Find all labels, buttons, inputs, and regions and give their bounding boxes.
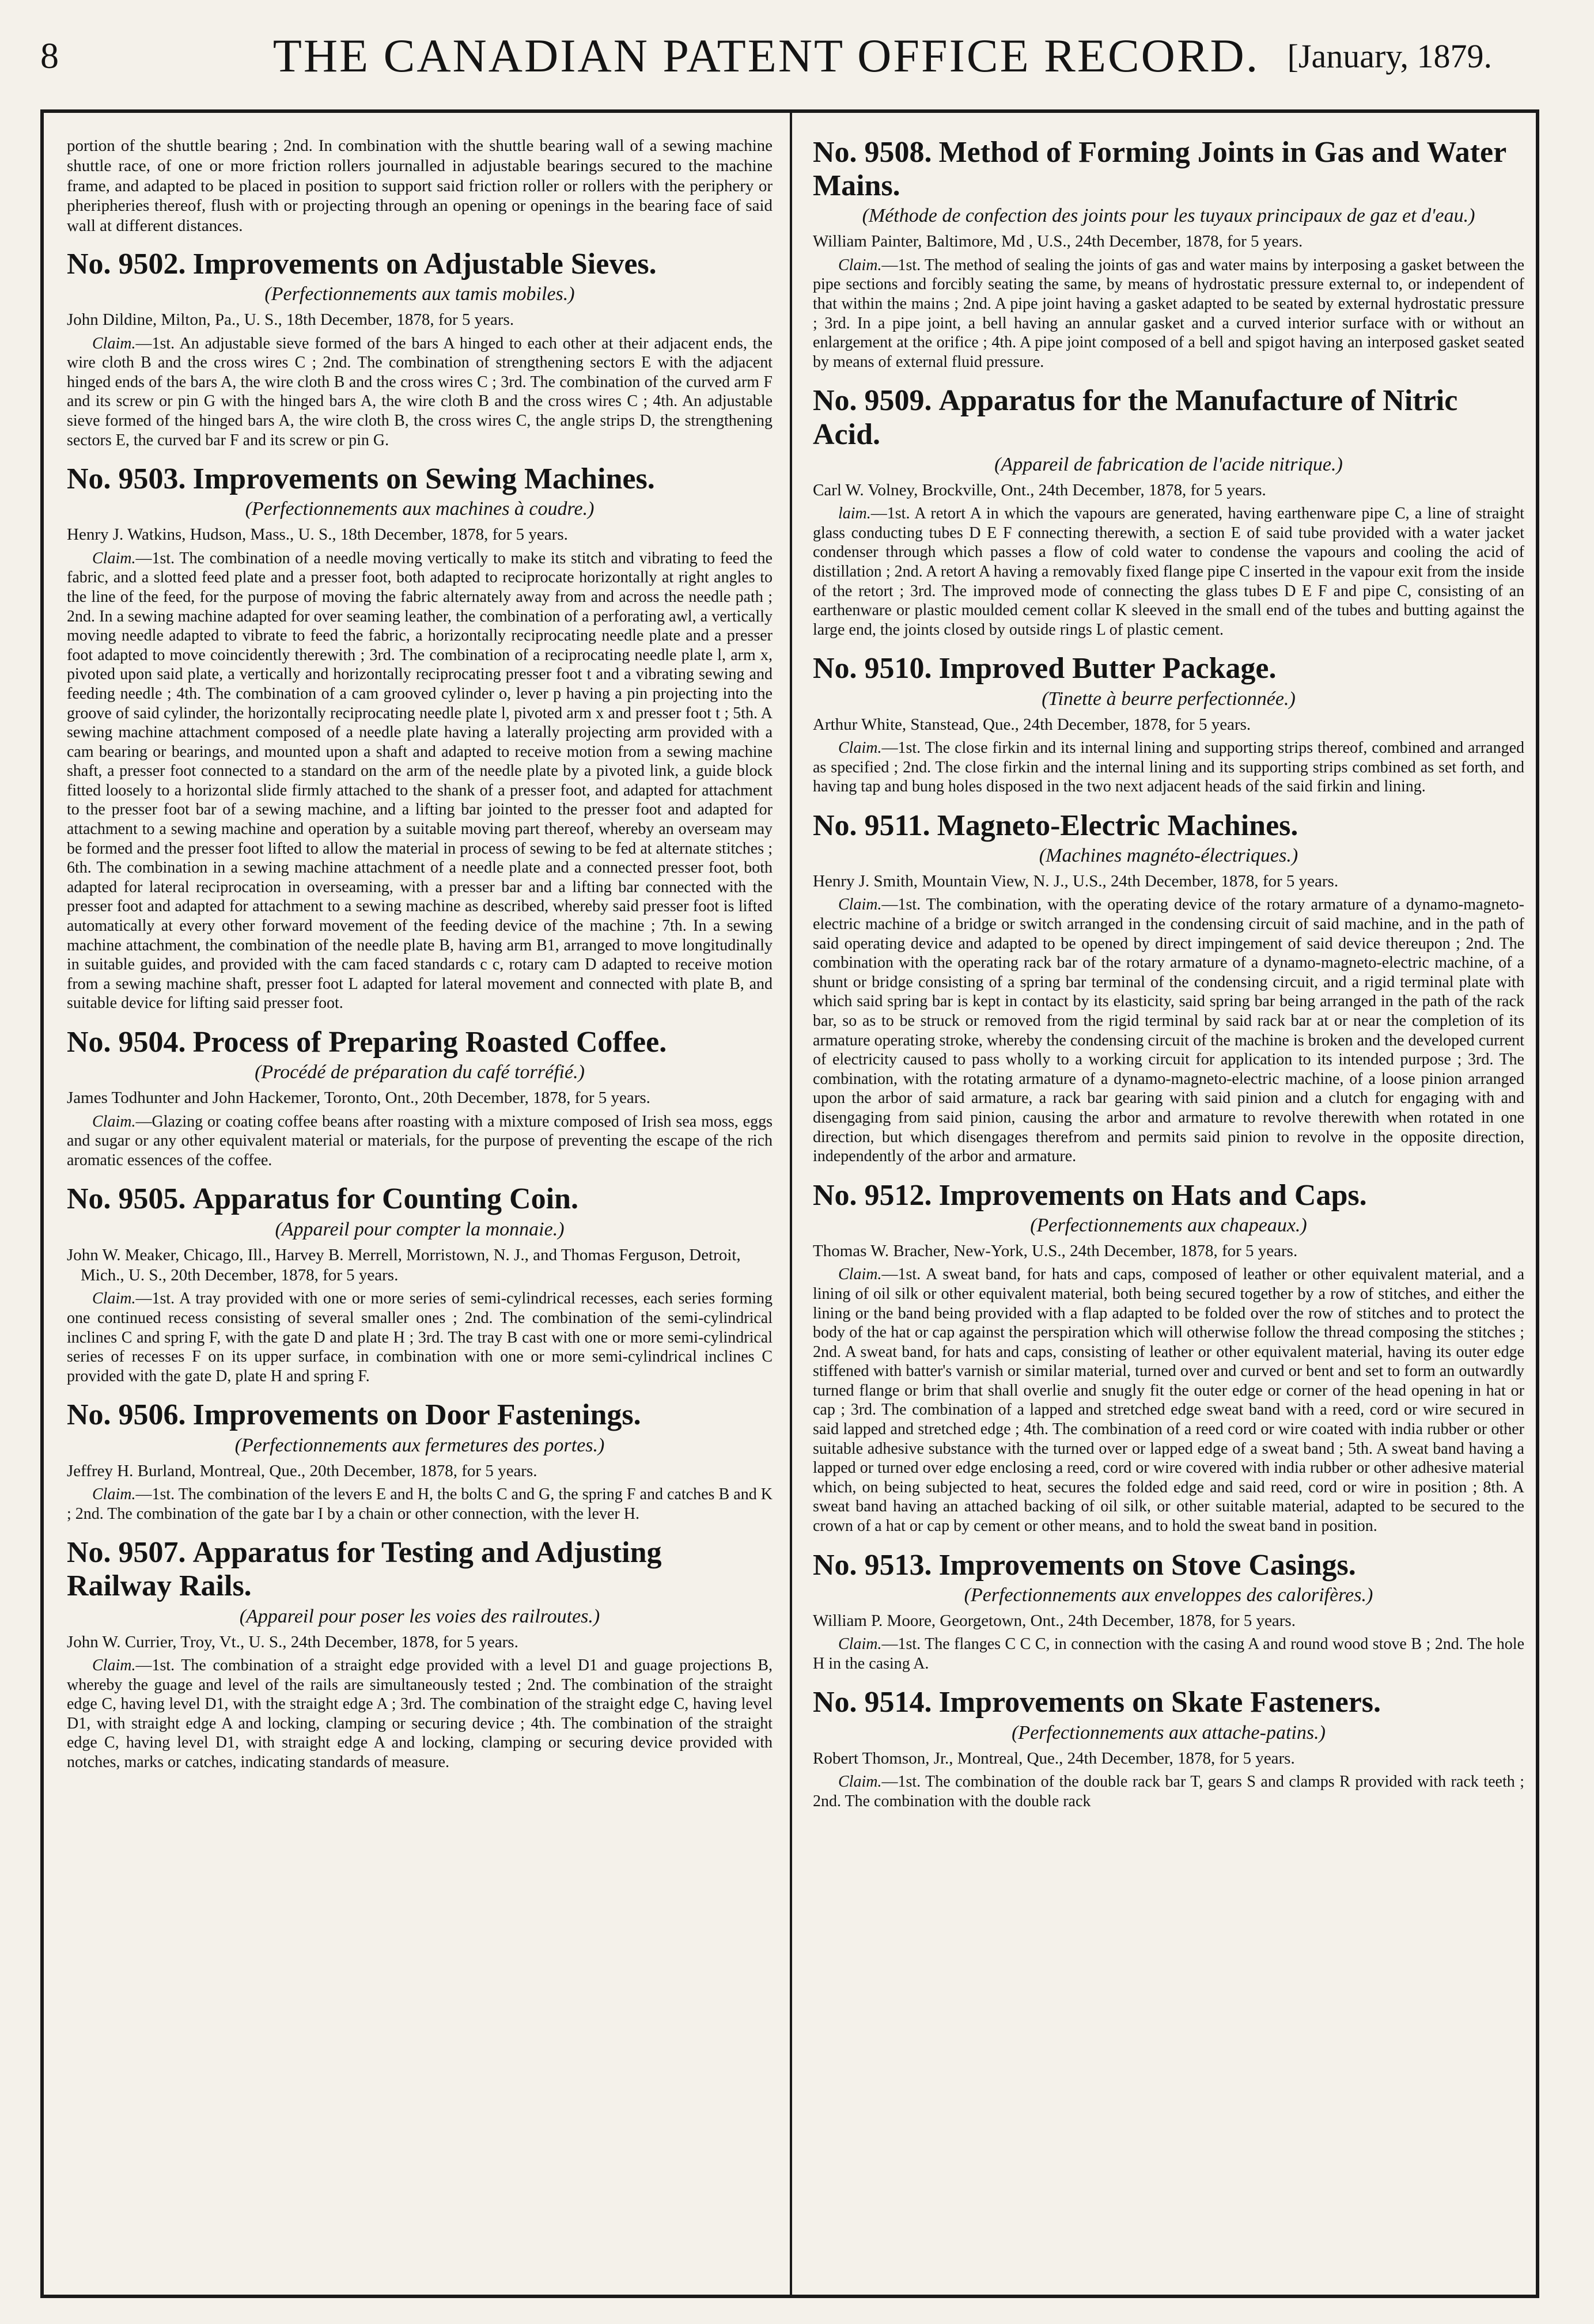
patent-french-title: (Perfectionnements aux chapeaux.) <box>1030 1214 1307 1236</box>
page-frame <box>40 109 1539 2298</box>
claim-label: laim. <box>838 505 871 523</box>
patent-french-title: (Perfectionnements aux tamis mobiles.) <box>264 283 575 305</box>
claim-text: —1st. A sweat band, for hats and caps, composed of leather or other equivalent material, and a lining of oil silk or other equivalent material, both being secured together by a row of stitches, and either the lining or the band being provided with a flap adapted to be folded over the row of stitches and to protect the body of the hat or cap against the perspiration which will otherwise follow the thread composing the stitches ; 2nd. A sweat band, for hats and caps, consisting of leather or other equivalent material, having its outer edge stiffened with batter's varnish or similar material, turned over and curved or bent and set to form an outwardly turned flange or brim that shall overlie and snugly fit the outer edge or corner of the head opening in hat or cap ; 3rd. The combination of a lapped and stretched edge sweat band with a reed, cord or wire secured in said lapped and stretched edge ; 4th. The combination of a reed cord or wire coated with india rubber or other suitable adhesive substance with the turned over or lapped edge of a sweat band ; 5th. A sweat band having a lapped or turned over edge enclosing a reed, cord or wire covered with india rubber or other adhesive material which, on being subjected to heat, secures the folded edge and said reed, cord or wire in position ; 8th. A sweat band having an attached backing of oil silk, or other suitable material, adapted to be secured to the crown of a hat or cap by cement or other means, and to hold the sweat band in position. <box>813 1265 1524 1536</box>
patent-french-title: (Appareil de fabrication de l'acide nitrique.) <box>994 453 1343 475</box>
patent-number: No. 9502. <box>67 247 186 280</box>
patent-title: Apparatus for Testing and Adjusting Railway Rails. <box>67 1536 662 1603</box>
left-column <box>67 136 773 2283</box>
patent-claim <box>813 895 1524 1166</box>
patent-title: Apparatus for the Manufacture of Nitric Acid. <box>813 384 1458 451</box>
patent-claim <box>813 256 1524 372</box>
claim-text: —1st. A tray provided with one or more series of semi-cylindrical recesses, each series forming one continued recess consisting of several smaller ones ; 2nd. The combination of the semi-cylindrical inclines C and spring F, with the gate D and plate H ; 3rd. The tray B cast with one or more semi-cylindrical series of recesses F on its upper surface, in combination with one or more semi-cylindrical inclines C provided with the gate D, plate H and spring F. <box>67 1290 773 1385</box>
claim-label: Claim. <box>838 256 882 274</box>
patent-inventor: Henry J. Smith, Mountain View, N. J., U.S., 24th December, 1878, for 5 years. <box>813 872 1339 891</box>
patent-inventor: Robert Thomson, Jr., Montreal, Que., 24th December, 1878, for 5 years. <box>813 1749 1295 1768</box>
claim-text: —1st. A retort A in which the vapours are generated, having earthenware pipe C, a line of straight glass conducting tubes D E F connecting therewith, a section E of said tube provided with a water jacket condenser through which passes a flow of cold water to condense the vapours and cooling the acid of distillation ; 2nd. A retort A having a removably fixed flange pipe C inserted in the vapour exit from the inside of the retort ; 3rd. The improved mode of connecting the glass tubes D E F and pipe C, consisting of an earthenware or plastic moulded cement collar K sleeved in the small end of the tubes and butting against the large end, the joints closed by outside rings L of plastic cement. <box>813 505 1524 639</box>
patent-french-title: (Tinette à beurre perfectionnée.) <box>1042 688 1296 710</box>
patent-number: No. 9508. <box>813 136 932 169</box>
column-divider <box>790 113 792 2295</box>
patent-inventor: William P. Moore, Georgetown, Ont., 24th December, 1878, for 5 years. <box>813 1611 1296 1630</box>
patent-title: Improvements on Stove Casings. <box>938 1548 1356 1582</box>
patent-entry-9512 <box>813 1179 1524 1536</box>
patent-heading <box>813 809 1524 843</box>
claim-label: Claim. <box>92 549 136 567</box>
claim-label: Claim. <box>838 896 882 914</box>
patent-inventor: John W. Currier, Troy, Vt., U. S., 24th December, 1878, for 5 years. <box>67 1632 518 1651</box>
claim-text: —1st. An adjustable sieve formed of the bars A hinged to each other at their adjacent ends, the wire cloth B and the cross wires C ; 2nd. The combination of strengthening sectors E with the adjacent hinged ends of the bars A, the wire cloth B and the cross wires C ; 3rd. The combination of the curved arm F and its screw or pin G with the hinged bars A, the wire cloth B and the cross wires C ; 4th. An adjustable sieve formed of the hinged bars A, the wire cloth B, the cross wires C, the angle strips D, the strengthening sectors E, the curved bar F and its screw or pin G. <box>67 334 773 449</box>
patent-heading <box>813 384 1524 451</box>
patent-heading <box>67 1398 773 1432</box>
claim-text: —1st. The close firkin and its internal lining and supporting strips thereof, combined and arranged as specified ; 2nd. The close firkin and the internal lining and its supporting strips combined as set forth, and having tap and bung holes disposed in the two next adjacent heads of the said firkin and lining. <box>813 739 1524 796</box>
patent-title: Improvements on Adjustable Sieves. <box>192 247 657 280</box>
claim-label: Claim. <box>92 1485 136 1503</box>
patent-french-title: (Perfectionnements aux attache-patins.) <box>1012 1722 1326 1743</box>
patent-claim <box>67 1485 773 1523</box>
patent-entry-9503 <box>67 462 773 1013</box>
claim-text: —1st. The combination of a straight edge provided with a level D1 and guage projections B, whereby the guage and level of the rails are simultaneously tested ; 2nd. The combination of the straight edge C, having level D1, with the straight edge A ; 3rd. The combination of the straight edge C, having level D1, with straight edge A and locking, clamping or securing device ; 4th. The combination of the straight edge C, having level D1, with straight edge A and locking, clamping or securing device provided with notches, marks or catches, indicating standards of measure. <box>67 1656 773 1771</box>
patent-heading <box>813 1179 1524 1212</box>
patent-title: Improvements on Sewing Machines. <box>192 462 655 496</box>
patent-heading <box>67 248 773 281</box>
patent-french-title: (Machines magnéto-électriques.) <box>1039 845 1298 867</box>
patent-number: No. 9505. <box>67 1182 186 1216</box>
patent-number: No. 9512. <box>813 1178 932 1212</box>
patent-inventor: Jeffrey H. Burland, Montreal, Que., 20th December, 1878, for 5 years. <box>67 1461 537 1480</box>
patent-entry-9507 <box>67 1536 773 1772</box>
patent-heading <box>67 462 773 496</box>
patent-entry-9508 <box>813 136 1524 371</box>
claim-label: Claim. <box>92 1656 136 1674</box>
claim-label: Claim. <box>92 1112 136 1131</box>
patent-inventor: William Painter, Baltimore, Md , U.S., 24th December, 1878, for 5 years. <box>813 232 1303 251</box>
patent-title: Apparatus for Counting Coin. <box>192 1182 578 1216</box>
patent-heading <box>67 1026 773 1059</box>
patent-french-title: (Méthode de confection des joints pour les tuyaux principaux de gaz et d'eau.) <box>862 205 1475 227</box>
claim-label: Claim. <box>838 1265 882 1284</box>
continued-claim-text: portion of the shuttle bearing ; 2nd. In combination with the shuttle bearing wall of a sewing machine shuttle race, of one or more friction rollers journalled in adjustable bearings secured to the machine frame, and adapted to be placed in position to support said friction roller or rollers with the periphery or pheripheries thereof, flush with or projecting through an opening or openings in the bearing face of said wall at different distances. <box>67 137 773 236</box>
patent-entry-9502 <box>67 248 773 450</box>
patent-inventor: John Dildine, Milton, Pa., U. S., 18th December, 1878, for 5 years. <box>67 310 514 329</box>
patent-number: No. 9514. <box>813 1686 932 1719</box>
patent-number: No. 9504. <box>67 1026 186 1059</box>
patent-french-title: (Appareil pour compter la monnaie.) <box>275 1218 565 1240</box>
patent-number: No. 9511. <box>813 809 930 842</box>
patent-claim <box>67 1112 773 1170</box>
patent-french-title: (Appareil pour poser les voies des railroutes.) <box>239 1605 600 1627</box>
claim-label: Claim. <box>92 1290 136 1308</box>
patent-inventor: James Todhunter and John Hackemer, Toronto, Ont., 20th December, 1878, for 5 years. <box>67 1089 650 1108</box>
claim-text: —Glazing or coating coffee beans after roasting with a mixture composed of Irish sea moss, eggs and sugar or any other equivalent material or materials, for the purpose of preventing the escape of the rich aromatic essences of the coffee. <box>67 1112 773 1169</box>
claim-text: —1st. The combination of the double rack bar T, gears S and clamps R provided with rack teeth ; 2nd. The combination with the double rack <box>813 1773 1524 1810</box>
patent-french-title: (Perfectionnements aux machines à coudre.) <box>245 498 595 520</box>
patent-entry-9509 <box>813 384 1524 639</box>
patent-title: Improvements on Hats and Caps. <box>938 1178 1367 1212</box>
patent-claim <box>813 504 1524 639</box>
patent-inventor: Thomas W. Bracher, New-York, U.S., 24th December, 1878, for 5 years. <box>813 1241 1298 1260</box>
patent-heading <box>813 1686 1524 1719</box>
claim-text: —1st. The combination, with the operating device of the rotary armature of a dynamo-magneto-electric machine of a bridge or switch arranged in the condensing circuit of said machine, and in the path of said operating device and adapted to be opened by direct impingement of said device thereupon ; 2nd. The combination with the operating rack bar of the rotary armature of a dynamo-magneto-electric machine, of a shunt or bridge consisting of a spring bar terminal of the condensing circuit, and a rigid terminal plate with which said spring bar is kept in contact by its elasticity, said spring bar being arranged in the path of the rack bar, so as to be struck or removed from the rigid terminal by said rack bar at or near the completion of its armature operating stroke, whereby the condensing circuit of the machine is broken and the developed current of electricity caused to pass wholly to a working circuit for application to its intended purpose ; 3rd. The combination, with the rotating armature of a dynamo-magneto-electric machine, of a loose pinion arranged upon the arbor of said armature, a rack bar gearing with said pinion and a clutch for engaging with and disengaging from said pinion, causing the arbor and armature to revolve therewith when rotated in one direction, but which disengages therefrom and permits said pinion to revolve in the opposite direction, independently of the arbor and armature. <box>813 896 1524 1166</box>
patent-title: Improvements on Door Fastenings. <box>192 1398 641 1432</box>
patent-french-title: (Procédé de préparation du café torréfié.) <box>255 1061 585 1083</box>
patent-entry-9504 <box>67 1026 773 1170</box>
claim-text: —1st. The combination of the levers E and H, the bolts C and G, the spring F and catches B and K ; 2nd. The combination of the gate bar I by a chain or other connection, with the lever H. <box>67 1485 773 1523</box>
patent-french-title: (Perfectionnements aux enveloppes des calorifères.) <box>964 1584 1373 1606</box>
patent-entry-9505 <box>67 1182 773 1386</box>
patent-claim <box>67 1289 773 1386</box>
patent-claim <box>813 1635 1524 1673</box>
patent-heading <box>67 1182 773 1216</box>
patent-claim <box>67 549 773 1013</box>
patent-claim <box>67 1656 773 1772</box>
claim-text: —1st. The method of sealing the joints of gas and water mains by interposing a gasket between the pipe sections and forcibly seating the same, by means of hydrostatic pressure external to, or independent of that within the mains ; 2nd. A pipe joint having a gasket adapted to be seated by external hydrostatic pressure ; 3rd. In a pipe joint, a bell having an annular gasket and a curved interior surface with or without an enlargement at the orifice ; 4th. A pipe joint composed of a bell and spigot having an interposed gasket seated by means of external fluid pressure. <box>813 256 1524 371</box>
patent-title: Method of Forming Joints in Gas and Water Mains. <box>813 136 1506 203</box>
patent-number: No. 9510. <box>813 652 932 685</box>
patent-title: Improvements on Skate Fasteners. <box>938 1686 1381 1719</box>
patent-title: Improved Butter Package. <box>938 652 1277 685</box>
page-number: 8 <box>40 35 59 76</box>
claim-label: Claim. <box>838 1773 882 1791</box>
patent-french-title: (Perfectionnements aux fermetures des portes.) <box>234 1434 605 1456</box>
patent-inventor: Carl W. Volney, Brockville, Ont., 24th December, 1878, for 5 years. <box>813 480 1266 499</box>
journal-title: THE CANADIAN PATENT OFFICE RECORD. <box>272 29 1260 82</box>
patent-inventor: Arthur White, Stanstead, Que., 24th December, 1878, for 5 years. <box>813 715 1251 734</box>
patent-number: No. 9503. <box>67 462 186 496</box>
patent-claim <box>67 334 773 450</box>
patent-inventor: Henry J. Watkins, Hudson, Mass., U. S., 18th December, 1878, for 5 years. <box>67 525 568 544</box>
patent-heading <box>813 136 1524 203</box>
patent-number: No. 9507. <box>67 1536 186 1569</box>
patent-number: No. 9513. <box>813 1548 932 1582</box>
claim-text: —1st. The flanges C C C, in connection with the casing A and round wood stove B ; 2nd. The hole H in the casing A. <box>813 1635 1524 1673</box>
patent-number: No. 9509. <box>813 384 932 418</box>
patent-heading <box>813 652 1524 685</box>
claim-label: Claim. <box>92 334 136 352</box>
patent-entry-9513 <box>813 1549 1524 1674</box>
patent-title: Process of Preparing Roasted Coffee. <box>192 1026 667 1059</box>
claim-text: —1st. The combination of a needle moving vertically to make its stitch and vibrating to feed the fabric, and a slotted feed plate and a presser foot, both adapted to reciprocate horizontally at right angles to the line of the feed, for the purpose of moving the fabric alternately away from and across the needle path ; 2nd. In a sewing machine adapted for over seaming leather, the combination of a perforating awl, a vertically moving needle adapted to vibrate to feed the fabric, a horizontally reciprocating needle plate and a presser foot adapted to move coincidently therewith ; 3rd. The combination of a reciprocating needle plate l, arm x, pivoted upon said plate, a vertically and horizontally reciprocating presser foot t and a vibrating sewing and feeding needle ; 4th. The combination of a cam grooved cylinder o, lever p having a pin projecting into the groove of said cylinder, the horizontally reciprocating needle plate l, pivoted arm x and presser foot t ; 5th. A sewing machine attachment composed of a needle plate having a laterally projecting arm provided with a cam bearing or bearings, and mounted upon a shaft and adapted to receive motion from a sewing machine shaft, a presser foot connected to a standard on the arm of the needle plate by a pivoted link, a guide block fitted loosely to a horizontal slide firmly attached to the shank of a presser foot, and adapted for attachment to the presser foot bar of a sewing machine, and a lifting bar jointed to the presser foot and adapted for attachment to a sewing machine and operation by a suitable moving part thereof, whereby an overseam may be formed and the presser foot lifted to allow the material in process of sewing to be fed at alternate stitches ; 6th. The combination in a sewing machine attachment of a needle plate and a connected presser foot, both adapted for lateral reciprocation in overseaming, with a presser bar and a lifting bar connected with the presser foot and adapted for attachment to a sewing machine as described, whereby said presser foot is lifted automatically at every other forward movement of the feeding device of the machine ; 7th. In a sewing machine attachment, the combination of the needle plate B, having arm B1, arranged to move longitudinally in suitable guides, and provided with the cam faced standards c c, rotary cam D adapted to receive motion from a sewing machine shaft, presser foot L adapted for lateral movement and connected with plate B, and suitable device for lifting said presser foot. <box>67 549 773 1013</box>
patent-entry-9510 <box>813 652 1524 796</box>
page-header <box>40 23 1492 86</box>
right-column <box>813 136 1524 2283</box>
issue-date: [January, 1879. <box>1287 37 1492 75</box>
patent-heading <box>67 1536 773 1603</box>
patent-claim <box>813 1265 1524 1536</box>
patent-number: No. 9506. <box>67 1398 186 1432</box>
patent-heading <box>813 1549 1524 1582</box>
patent-claim <box>813 1772 1524 1811</box>
claim-label: Claim. <box>838 739 882 757</box>
patent-entry-9506 <box>67 1398 773 1523</box>
patent-title: Magneto-Electric Machines. <box>937 809 1298 842</box>
claim-label: Claim. <box>838 1635 882 1654</box>
patent-entry-9514 <box>813 1686 1524 1811</box>
patent-claim <box>813 738 1524 797</box>
patent-inventor: John W. Meaker, Chicago, Ill., Harvey B. Merrell, Morristown, N. J., and Thomas Ferguson, Detroit, Mich., U. S., 20th December, 1878, for 5 years. <box>67 1245 741 1285</box>
patent-entry-9511 <box>813 809 1524 1166</box>
